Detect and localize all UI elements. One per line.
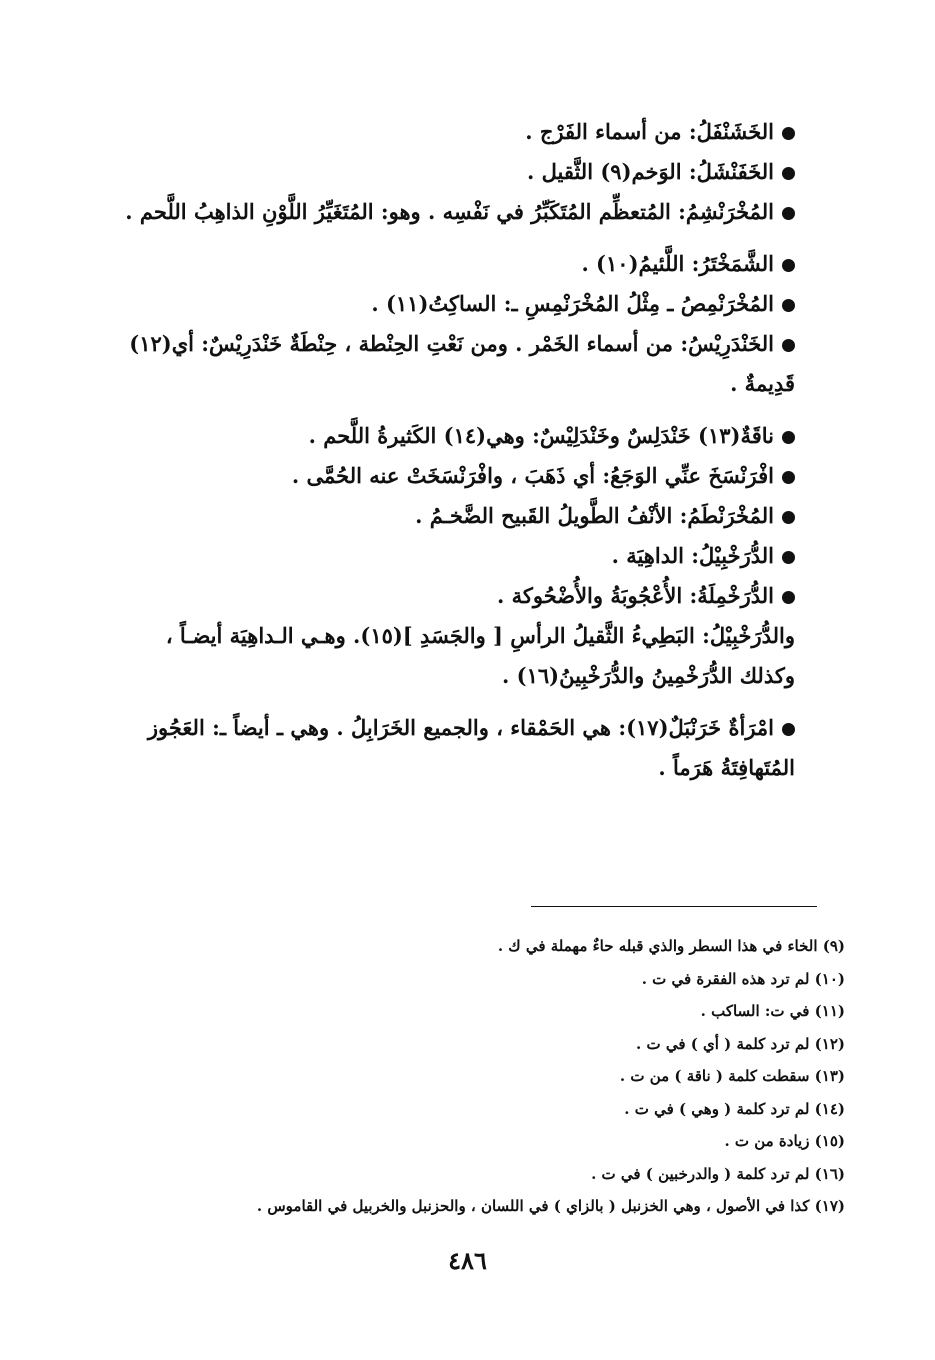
footnote: (١٣) سقطت كلمة ( ناقة ) من ت . <box>619 1067 845 1085</box>
bullet-icon <box>782 127 795 140</box>
entry-definition: الأنْفُ الطَّويلُ القَبيح الضَّخـمُ . <box>415 503 673 528</box>
entry-definition: الداهِيَة . <box>611 543 684 568</box>
entry-definition: الوَخم(٩) الثَّقيل . <box>526 159 682 184</box>
footnote: (١٤) لم ترد كلمة ( وهي ) في ت . <box>624 1099 845 1118</box>
footnote: (١٥) زيادة من ت . <box>724 1132 845 1150</box>
entry-headword: امْرَأةٌ خَرَنْبَلٌ(١٧): <box>618 715 774 740</box>
entry <box>105 192 795 232</box>
footnote: (١٠) لم ترد هذه الفقرة في ت . <box>641 969 845 988</box>
bullet-icon <box>782 471 795 484</box>
bullet-icon <box>782 207 795 220</box>
bullet-icon <box>782 431 795 444</box>
dictionary-entries <box>105 112 795 788</box>
bullet-icon <box>782 591 795 604</box>
entry-headword: والدُّرَخْبِيْلُ: <box>702 623 795 648</box>
entry-headword: ناقَةٌ(١٣) <box>698 423 774 448</box>
entry-headword: افْرَنْسَخَ عنِّي الوَجَعُ: <box>602 463 774 488</box>
entry <box>105 536 795 576</box>
entry-definition: خَنْدَلِسٌ وخَنْدَلِيْسٌ: وهي(١٤) الكَثيرةُ اللَّحم . <box>308 423 691 448</box>
entry <box>105 496 795 536</box>
entry-definition: ـ مِثْلُ المُخْرَنْمِسِ ـ: الساكِتُ(١١) . <box>371 291 674 316</box>
entry <box>105 244 795 284</box>
entry <box>105 152 795 192</box>
entry <box>105 416 795 456</box>
entry <box>105 456 795 496</box>
bullet-icon <box>782 723 795 736</box>
entry-headword: الدُّرَخْمِلَةُ: <box>689 583 774 608</box>
entry-definition: البَطِيءُ الثَّقيلُ الرأسِ [ والجَسَدِ ](١٥). وهـي الـداهِيَة أيضـاً ، وكذلك الدُّرَخْمِينُ والدُّرَخْبِينُ(١٦) . <box>165 623 795 688</box>
entry <box>105 708 795 788</box>
entry-definition: هي الحَمْقاء ، والجميع الخَرَابِلُ . وهي ـ أيضاً ـ: العَجُوز المُتَهافِتَةُ هَرَماً . <box>147 715 795 780</box>
footnotes <box>85 930 845 1223</box>
bullet-icon <box>782 511 795 524</box>
bullet-icon <box>782 299 795 312</box>
entry-headword: الخَشَنْفَلُ: <box>688 119 774 144</box>
entry-continuation <box>105 616 795 696</box>
footnote: (١٢) لم ترد كلمة ( أي ) في ت . <box>636 1034 845 1053</box>
entry-definition: من أسماء الخَمْر . ومن نَعْتِ الحِنْطة ، حِنْطَةٌ خَنْدَرِيْسٌ: أي(١٢) قَدِيمةٌ . <box>129 331 795 396</box>
entry-headword: الخَنْدَرِيْسُ: <box>680 331 774 356</box>
footnote: (٩) الخاء في هذا السطر والذي قبله حاءٌ مهملة في ك . <box>497 937 845 955</box>
footnote: (١٧) كذا في الأصول ، وهي الخزنبل ( بالزاي ) في اللسان ، والحزنبل والخربيل في القاموس . <box>256 1197 845 1215</box>
entry <box>105 112 795 152</box>
bullet-icon <box>782 551 795 564</box>
entry <box>105 576 795 616</box>
entry-headword: الدُّرَخْبِيْلُ: <box>691 543 774 568</box>
entry-headword: الشَّمَخْتَرُ: <box>691 251 774 276</box>
entry-definition: أي ذَهَبَ ، وافْرَنْسَخَتْ عنه الحُمَّى . <box>291 463 596 488</box>
entry-headword: الخَفَنْشَلُ: <box>688 159 774 184</box>
entry <box>105 284 795 324</box>
footnote-divider <box>531 906 817 907</box>
entry-definition: المُتعظِّم المُتَكَبِّرُ في نَفْسِه . وهو: المُتَغَيِّرُ اللَّوْنِ الذاهِبُ اللَّحم . <box>125 199 671 224</box>
entry <box>105 324 795 404</box>
bullet-icon <box>782 167 795 180</box>
footnote: (١٦) لم ترد كلمة ( والدرخبين ) في ت . <box>591 1164 845 1183</box>
bullet-icon <box>782 259 795 272</box>
entry-definition: اللَّئيمُ(١٠) . <box>581 251 685 276</box>
entry-headword: المُخْرَنْطَمُ: <box>679 503 774 528</box>
bullet-icon <box>782 339 795 352</box>
entry-definition: الأُعْجُوبَةُ والأُضْحُوكة . <box>496 583 683 608</box>
entry-definition: من أسماء الفَرْج . <box>525 119 682 144</box>
footnote: (١١) في ت: الساكب . <box>700 1002 845 1020</box>
page-number: ٤٨٦ <box>448 1246 487 1275</box>
entry-headword: المُخْرَنْشِمُ: <box>678 199 774 224</box>
entry-headword: المُخْرَنْمِصُ <box>680 291 774 316</box>
